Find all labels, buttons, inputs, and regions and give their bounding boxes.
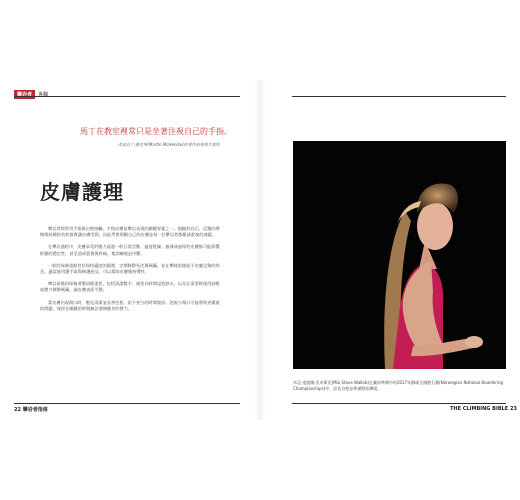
header-rule-right — [292, 96, 506, 97]
climber-photo — [293, 141, 506, 369]
footer-rule-left — [14, 403, 240, 404]
paragraph: 攀岩者經常用手指與岩壁接觸，手指皮膚是攀岩表現的關鍵要素之一。粗糙的岩石、反覆的摩擦與持續的負荷都會讓皮膚受損，因此學會照顧自己的皮膚是每一位攀岩者都應該重視的課題。 — [40, 226, 220, 238]
photo-caption: 米亞·達凱爾·沃卓斯克(Mia Stave Walleb)在賽前準備中的2017年挪威全國抱石賽(Norwegian National Bouldering Championships)中，詳估岩壁並準備開始攀爬。 — [293, 380, 504, 391]
article-title: 皮膚護理 — [40, 180, 124, 204]
climber-illustration — [293, 141, 506, 369]
section-header — [14, 90, 48, 99]
quote-attribution: 改造自丁·薩克斯(Martin McHenize)的著作寫真照片說明 — [118, 142, 220, 147]
paragraph: 一般的保養重點包括保持適度的濕潤、定期修整死皮與硬繭，並在攀爬前後給予皮膚足夠的休息。適當使用護手霜與修護產品，可以幫助皮膚維持彈性。 — [40, 262, 220, 275]
header-rule-left — [14, 96, 240, 97]
folio-left: 22 攀岩者指南 — [14, 407, 48, 413]
paragraph: 攀岩前後的保養習慣同樣重要，包括清潔雙手、避免長時間浸泡熱水，以及在需要時使用砂紙或銼刀修整硬繭，讓皮膚表面平整。 — [40, 281, 220, 293]
paragraph: 當皮膚出現傷口時，應先清潔並妥善包紮，給予充分的時間復原。忽視小傷口可能導致更嚴重的問題，使你在關鍵的時刻無法發揮應有的實力。 — [40, 299, 220, 311]
footer-rule-right — [292, 403, 506, 404]
spine-shadow — [255, 80, 265, 420]
section-tag: 攀岩者 — [14, 90, 35, 99]
article-body — [40, 226, 220, 318]
section-name: 專欄 — [38, 92, 49, 98]
folio-right: THE CLIMBING BIBLE 23 — [450, 406, 517, 412]
pull-quote: 馬丁在教室裡常只是坐著注視自己的手指。 — [80, 127, 232, 136]
paragraph: 在攀岩過程中，皮膚承受的壓力遠超一般日常活動。過度乾燥、過薄或過厚的皮膚都可能影響抓握的穩定性，甚至造成裂傷與疼痛，使訓練被迫中斷。 — [40, 244, 220, 256]
